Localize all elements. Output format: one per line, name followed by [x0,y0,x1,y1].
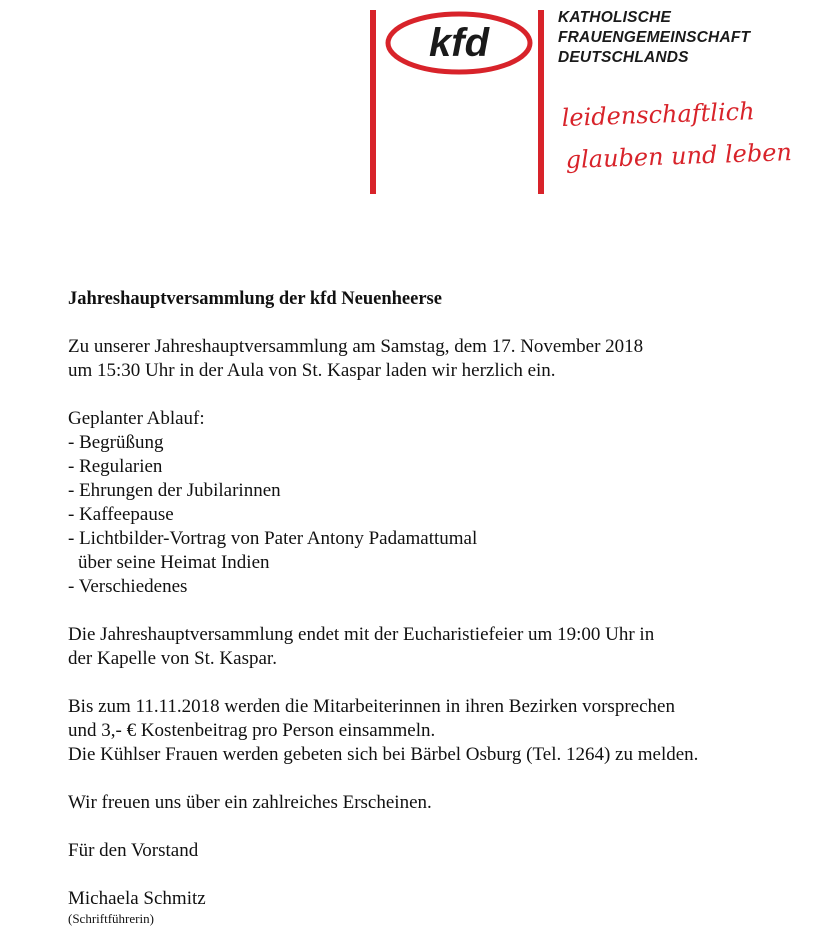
collection-line-3: Die Kühlser Frauen werden gebeten sich bei Bärbel Osburg (Tel. 1264) zu melden. [68,744,699,765]
collection-line-2: und 3,- € Kostenbeitrag pro Person einsammeln. [68,720,436,741]
logo-text: kfd [429,21,489,65]
letter-title: Jahreshauptversammlung der kfd Neuenheerse [68,289,442,309]
agenda-item: - Verschiedenes [68,576,188,597]
agenda-item-continuation: über seine Heimat Indien [78,552,270,573]
letterhead [0,0,837,200]
slogan-line-1: leidenschaftlich [561,97,755,132]
org-line-3: DEUTSCHLANDS [558,49,689,66]
right-red-bar [538,10,544,194]
handwritten-slogan [560,92,832,192]
letter-body [68,287,808,927]
agenda-item: - Ehrungen der Jubilarinnen [68,480,281,501]
org-line-2: FRAUENGEMEINSCHAFT [558,29,751,46]
sign-off: Für den Vorstand [68,840,199,861]
agenda-item: - Kaffeepause [68,504,174,525]
closing-line-1: Die Jahreshauptversammlung endet mit der Eucharistiefeier um 19:00 Uhr in [68,624,655,645]
signer-name: Michaela Schmitz [68,888,206,909]
agenda-heading: Geplanter Ablauf: [68,408,205,429]
org-line-1: KATHOLISCHE [558,9,671,26]
signer-role: (Schriftführerin) [68,911,154,926]
slogan-line-2: glauben und leben [565,138,793,174]
left-red-bar [370,10,376,194]
collection-line-1: Bis zum 11.11.2018 werden die Mitarbeiterinnen in ihren Bezirken vorsprechen [68,696,675,717]
closing-line-2: der Kapelle von St. Kaspar. [68,648,277,669]
agenda-item: - Begrüßung [68,432,164,453]
kfd-logo [384,10,534,76]
welcome-line: Wir freuen uns über ein zahlreiches Erscheinen. [68,792,432,813]
organization-name [558,8,750,68]
intro-line-1: Zu unserer Jahreshauptversammlung am Samstag, dem 17. November 2018 [68,336,644,357]
agenda-item: - Lichtbilder-Vortrag von Pater Antony Padamattumal [68,528,478,549]
intro-line-2: um 15:30 Uhr in der Aula von St. Kaspar laden wir herzlich ein. [68,360,556,381]
agenda-item: - Regularien [68,456,163,477]
